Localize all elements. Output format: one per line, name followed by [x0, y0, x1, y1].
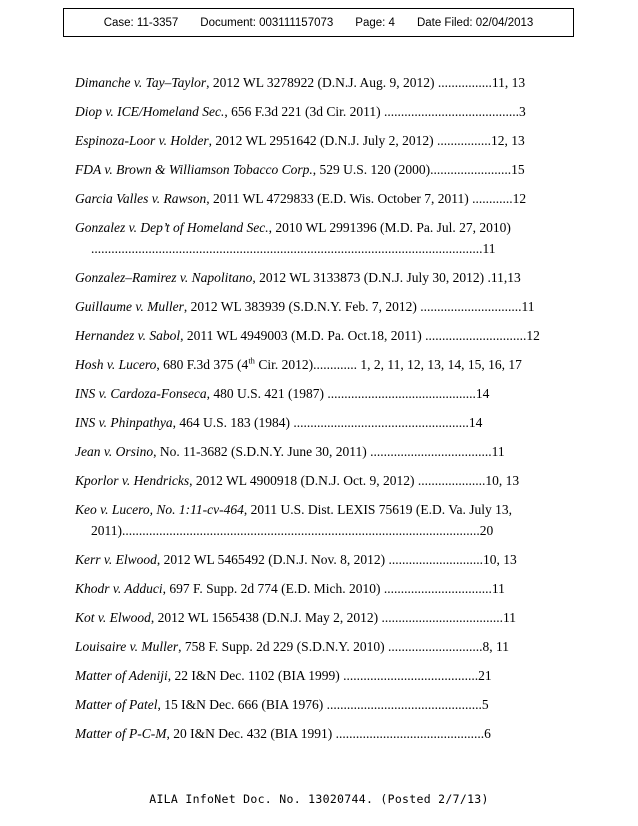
citation-entry	[75, 578, 572, 599]
citation-entry	[75, 694, 572, 715]
citation-text: , 680 F.3d 375 (4	[156, 357, 249, 372]
header-document-number: Document: 003111157073	[200, 16, 334, 29]
citation-text: , 2010 WL 2991396 (M.D. Pa. Jul. 27, 2010) ....................................................................................................................11	[91, 220, 511, 256]
case-name: Louisaire v. Muller	[75, 639, 179, 654]
case-name: Gonzalez v. Dep’t of Homeland Sec.	[75, 220, 269, 235]
citation-text: , 2012 WL 5465492 (D.N.J. Nov. 8, 2012) ............................10, 13	[156, 552, 517, 567]
citation-text: , 2012 WL 383939 (S.D.N.Y. Feb. 7, 2012) ..............................11	[183, 299, 535, 314]
citation-entry	[75, 72, 572, 93]
citation-text: , 697 F. Supp. 2d 774 (E.D. Mich. 2010) ................................11	[162, 581, 505, 596]
case-name: Guillaume v. Muller	[75, 299, 184, 314]
citation-entry	[75, 383, 572, 404]
citation-text: Cir. 2012)............. 1, 2, 11, 12, 13, 14, 15, 16, 17	[254, 357, 522, 372]
case-name: FDA v. Brown & Williamson Tobacco Corp.	[75, 162, 313, 177]
citation-entry	[75, 723, 572, 744]
citation-text: , 2012 WL 1565438 (D.N.J. May 2, 2012) ....................................11	[150, 610, 516, 625]
case-name: Diop v. ICE/Homeland Sec.	[75, 104, 225, 119]
case-name: Matter of Patel	[75, 697, 158, 712]
case-name: Kot v. Elwood	[75, 610, 151, 625]
citation-text: , 464 U.S. 183 (1984) ....................................................14	[172, 415, 483, 430]
citation-text: , 2012 WL 3278922 (D.N.J. Aug. 9, 2012) ................11, 13	[206, 75, 526, 90]
citation-text: , 480 U.S. 421 (1987) ............................................14	[206, 386, 490, 401]
footer-stamp: AILA InfoNet Doc. No. 13020744. (Posted 2/7/13)	[149, 792, 489, 806]
case-name: Hernandez v. Sabol	[75, 328, 181, 343]
citation-text: , 2012 WL 4900918 (D.N.J. Oct. 9, 2012) ....................10, 13	[189, 473, 520, 488]
header-date-filed: Date Filed: 02/04/2013	[416, 16, 534, 29]
citation-text: , 2011 U.S. Dist. LEXIS 75619 (E.D. Va. July 13, 2011)..........................................................................................................20	[91, 502, 512, 538]
case-name: Espinoza-Loor v. Holder	[75, 133, 209, 148]
case-name: Matter of Adeniji	[75, 668, 168, 683]
citation-entry	[75, 354, 572, 375]
case-name: Khodr v. Adduci	[75, 581, 163, 596]
citation-text: , 2011 WL 4729833 (E.D. Wis. October 7, 2011) ............12	[206, 191, 527, 206]
header-case-number: Case: 11-3357	[103, 16, 179, 29]
table-of-authorities	[75, 72, 572, 752]
citation-text: , 15 I&N Dec. 666 (BIA 1976) ..............................................5	[157, 697, 489, 712]
header-page-number: Page: 4	[355, 16, 395, 29]
citation-entry	[75, 470, 572, 491]
citation-entry	[75, 217, 572, 259]
citation-entry	[75, 636, 572, 657]
citation-text: , 656 F.3d 221 (3d Cir. 2011) ........................................3	[224, 104, 526, 119]
citation-entry	[75, 665, 572, 686]
case-name: Keo v. Lucero, No. 1:11-cv-464	[75, 502, 244, 517]
case-name: Dimanche v. Tay–Taylor	[75, 75, 207, 90]
citation-text: , 758 F. Supp. 2d 229 (S.D.N.Y. 2010) ............................8, 11	[178, 639, 509, 654]
court-stamp-header	[63, 8, 574, 37]
citation-entry	[75, 549, 572, 570]
citation-entry	[75, 159, 572, 180]
case-name: Garcia Valles v. Rawson	[75, 191, 207, 206]
case-name: Hosh v. Lucero	[75, 357, 157, 372]
citation-text: , 2011 WL 4949003 (M.D. Pa. Oct.18, 2011) ..............................12	[180, 328, 540, 343]
case-name: Gonzalez–Ramirez v. Napolitano	[75, 270, 253, 285]
case-name: INS v. Cardoza-Fonseca	[75, 386, 207, 401]
citation-text: , 20 I&N Dec. 432 (BIA 1991) ............................................6	[166, 726, 491, 741]
citation-entry	[75, 101, 572, 122]
citation-entry	[75, 296, 572, 317]
citation-text: , 22 I&N Dec. 1102 (BIA 1999) ........................................21	[167, 668, 492, 683]
case-name: Kporlor v. Hendricks	[75, 473, 190, 488]
case-name: INS v. Phinpathya	[75, 415, 173, 430]
citation-entry	[75, 267, 572, 288]
citation-text: , No. 11-3682 (S.D.N.Y. June 30, 2011) ....................................11	[153, 444, 505, 459]
citation-text: , 2012 WL 3133873 (D.N.J. July 30, 2012) .11,13	[252, 270, 521, 285]
citation-text: , 2012 WL 2951642 (D.N.J. July 2, 2012) ................12, 13	[208, 133, 525, 148]
case-name: Matter of P-C-M	[75, 726, 167, 741]
citation-entry	[75, 325, 572, 346]
ordinal-superscript: th	[248, 355, 255, 366]
case-name: Jean v. Orsino	[75, 444, 154, 459]
citation-entry	[75, 499, 572, 541]
citation-text: , 529 U.S. 120 (2000)........................15	[312, 162, 525, 177]
citation-entry	[75, 130, 572, 151]
case-name: Kerr v. Elwood	[75, 552, 157, 567]
citation-entry	[75, 441, 572, 462]
citation-entry	[75, 188, 572, 209]
citation-entry	[75, 607, 572, 628]
citation-entry	[75, 412, 572, 433]
